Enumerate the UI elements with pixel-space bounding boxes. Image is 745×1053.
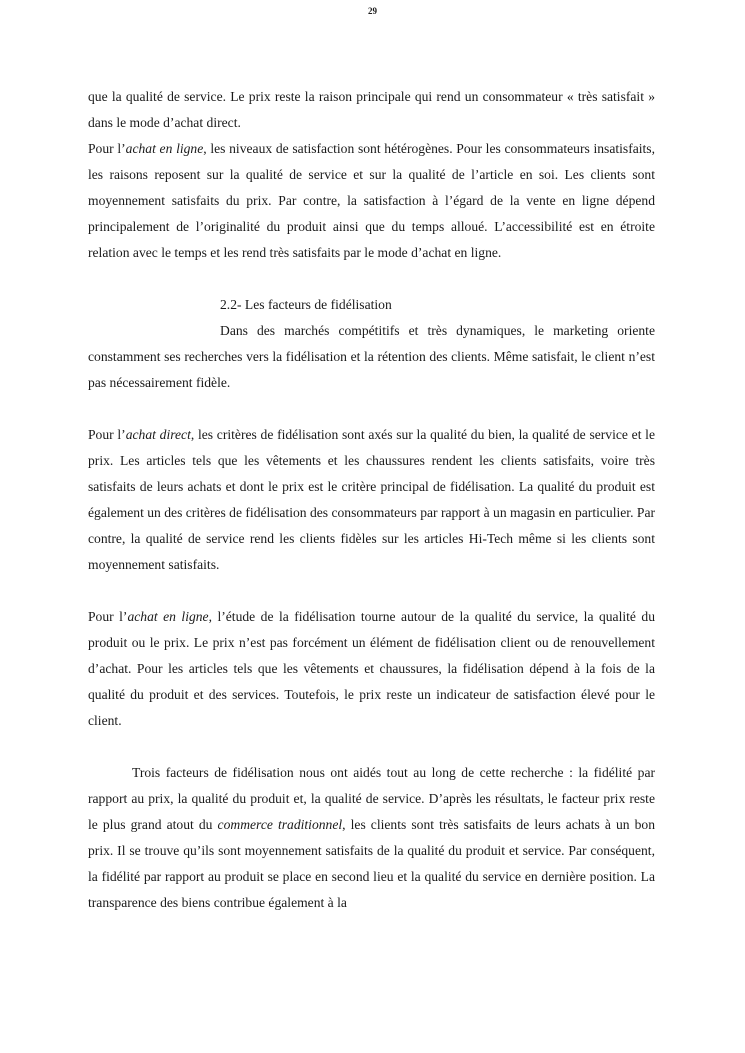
text-run: Trois facteurs de fidélisation nous ont aidés tout au long de cette recherche : la fidélité par rapport au prix, la qualité du produit et, la qualité de service. D’après les résultats, le facteur prix reste le plus grand atout du — [88, 765, 655, 832]
paragraph-intro-fidelisation: Dans des marchés compétitifs et très dynamiques, le marketing oriente constamment ses recherches vers la fidélisation et la rétention des clients. Même satisfait, le client n’est pas nécessairement fidèle. — [88, 323, 655, 390]
text-run: , les niveaux de satisfaction sont hétérogènes. Pour les consommateurs insatisfaits, les raisons reposent sur la qualité de service et sur la qualité de l’article en soi. Les clients sont moyennement satisfaits du prix. Par contre, la satisfaction à l’égard de la vente en ligne dépend principalement de l’originalité du produit ainsi que du temps alloué. L’accessibilité est en étroite relation avec le temps et les rend très satisfaits par le mode d’achat en ligne. — [88, 141, 655, 260]
paragraph-satisfaction-online — [88, 136, 655, 266]
paragraph-trois-facteurs — [88, 760, 655, 916]
paragraph-fidelisation-online — [88, 604, 655, 734]
body-text — [88, 84, 655, 916]
emphasis-achat-direct: achat direct — [125, 427, 191, 442]
paragraph-satisfaction-direct: que la qualité de service. Le prix reste la raison principale qui rend un consommateur « très satisfait » dans le mode d’achat direct. — [88, 89, 655, 130]
emphasis-commerce-traditionnel: commerce traditionnel — [217, 817, 343, 832]
paragraph-fidelisation-direct — [88, 422, 655, 578]
text-run: , l’étude de la fidélisation tourne autour de la qualité du service, la qualité du produit ou le prix. Le prix n’est pas forcément un élément de fidélisation client ou de renouvellement d’achat. Pour les articles tels que les vêtements et chaussures, la fidélisation dépend à la fois de la qualité du produit et des services. Toutefois, le prix reste un indicateur de satisfaction élevé pour le client. — [88, 609, 655, 728]
text-run: Pour l’ — [88, 141, 126, 156]
page-number: 29 — [368, 6, 377, 16]
text-run: Pour l’ — [88, 427, 126, 442]
section-heading: 2.2- Les facteurs de fidélisation — [220, 297, 392, 312]
emphasis-achat-en-ligne: achat en ligne — [125, 141, 204, 156]
text-run: Pour l’ — [88, 609, 128, 624]
text-run: , les critères de fidélisation sont axés sur la qualité du bien, la qualité de service et le prix. Les articles tels que les vêtements et les chaussures rendent les clients satisfaits, voire très satisfaits de leurs achats et dont le prix est le critère principal de fidélisation. La qualité du produit est également un des critères de fidélisation des consommateurs par rapport à un magasin en particulier. Par contre, la qualité de service rend les clients fidèles sur les articles Hi-Tech même si les clients sont moyennement satisfaits. — [88, 427, 655, 572]
text-run: , les clients sont très satisfaits de leurs achats à un bon prix. Il se trouve qu’ils sont moyennement satisfaits de la qualité du produit et service. Par conséquent, la fidélité par rapport au produit se place en second lieu et la qualité du service en dernière position. La transparence des biens contribue également à la — [88, 817, 655, 910]
emphasis-achat-en-ligne: achat en ligne — [127, 609, 209, 624]
